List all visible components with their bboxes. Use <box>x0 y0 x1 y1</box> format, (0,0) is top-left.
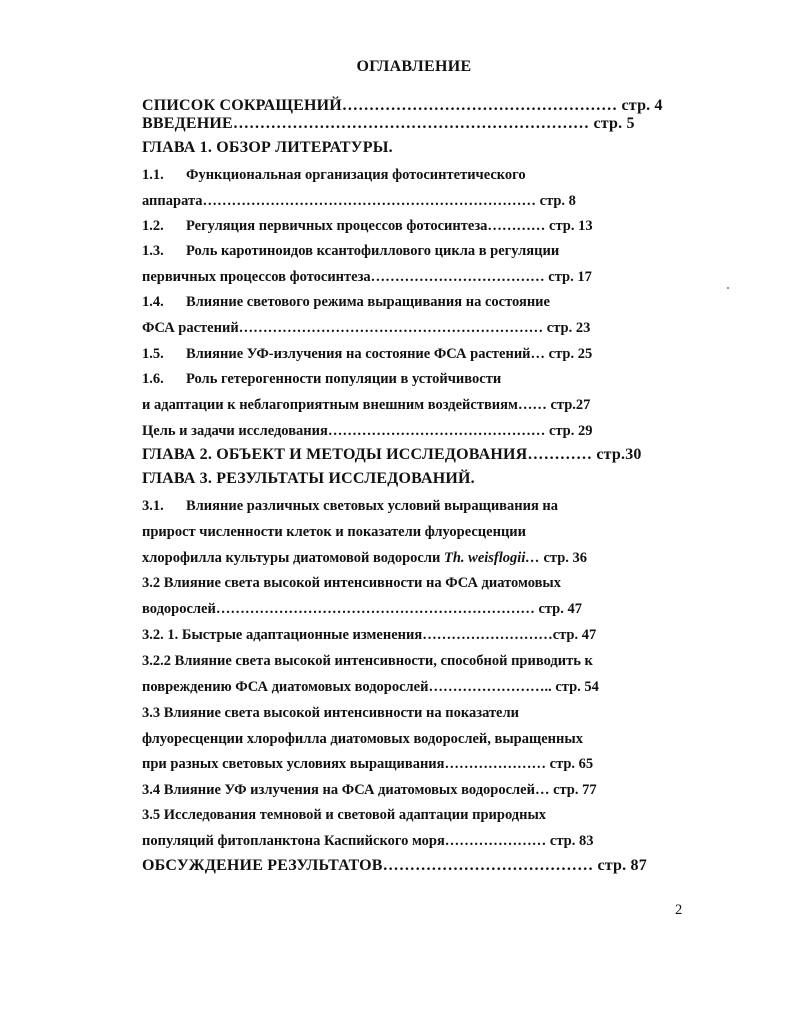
toc-entry-3-1 <box>142 497 558 515</box>
toc-entry-1-6-cont: и адаптации к неблагоприятным внешним воздействиям…… стр.27 <box>142 397 591 413</box>
toc-entry-1-2 <box>142 217 593 235</box>
toc-entry-text: Роль гетерогенности популяции в устойчивости <box>186 371 502 387</box>
toc-entry-text: Влияние светового режима выращивания на состояние <box>186 294 550 310</box>
toc-entry-1-3-cont: первичных процессов фотосинтеза……………………………… стр. 17 <box>142 269 592 285</box>
toc-chapter-2: ГЛАВА 2. ОБЪЕКТ И МЕТОДЫ ИССЛЕДОВАНИЯ………… стр.30 <box>142 446 642 463</box>
toc-entry-goals: Цель и задачи исследования……………………………………… стр. 29 <box>142 423 593 439</box>
toc-entry-3-3-cont2: при разных световых условиях выращивания………………… стр. 65 <box>142 756 594 772</box>
toc-entry-text: Регуляция первичных процессов фотосинтеза………… стр. 13 <box>186 218 593 234</box>
toc-entry-3-5: 3.5 Исследования темновой и световой адаптации природных <box>142 807 547 823</box>
toc-entry-3-2: 3.2 Влияние света высокой интенсивности на ФСА диатомовых <box>142 575 561 591</box>
toc-chapter-1: ГЛАВА 1. ОБЗОР ЛИТЕРАТУРЫ. <box>142 139 393 156</box>
species-name: Th. weisflogii… <box>443 550 540 566</box>
toc-entry-3-5-cont: популяций фитопланктона Каспийского моря………………… стр. 83 <box>142 833 594 849</box>
toc-entry-3-2-1: 3.2. 1. Быстрые адаптационные изменения………………………стр. 47 <box>142 627 597 643</box>
section-number: 1.4. <box>142 294 164 310</box>
toc-entry-text: Влияние УФ-излучения на состояние ФСА растений… стр. 25 <box>186 346 593 362</box>
section-number: 1.2. <box>142 218 164 234</box>
toc-entry-1-1-cont: аппарата…………………………………………………………… стр. 8 <box>142 193 576 209</box>
toc-entry-1-4 <box>142 293 550 311</box>
toc-entry-3-1-cont2 <box>142 549 587 567</box>
toc-entry-1-6 <box>142 370 501 388</box>
toc-chapter-3: ГЛАВА 3. РЕЗУЛЬТАТЫ ИССЛЕДОВАНИЙ. <box>142 470 475 487</box>
toc-entry-text: Роль каротиноидов ксантофиллового цикла в регуляции <box>186 243 560 259</box>
section-number: 1.1. <box>142 167 164 183</box>
toc-entry-3-1-cont: прирост численности клеток и показатели флуоресценции <box>142 524 527 540</box>
section-number: 1.5. <box>142 346 164 362</box>
toc-entry-1-3 <box>142 242 559 260</box>
toc-entry-introduction: ВВЕДЕНИЕ………………………………………………………… стр. 5 <box>142 115 635 132</box>
toc-entry-1-4-cont: ФСА растений……………………………………………………… стр. 23 <box>142 320 591 336</box>
page-title: ОГЛАВЛЕНИЕ <box>356 58 472 75</box>
section-number: 1.6. <box>142 371 164 387</box>
toc-entry-3-2-cont: водорослей………………………………………………………… стр. 47 <box>142 601 582 617</box>
page-ref: стр. 36 <box>543 550 588 566</box>
toc-entry-3-2-2-cont: повреждению ФСА диатомовых водорослей…………………….. стр. 54 <box>142 679 599 695</box>
page-number: 2 <box>675 902 683 918</box>
toc-entry-abbreviations: СПИСОК СОКРАЩЕНИЙ…………………………………………… стр. 4 <box>142 97 663 114</box>
toc-entry-3-4: 3.4 Влияние УФ излучения на ФСА диатомовых водорослей… стр. 77 <box>142 782 597 798</box>
toc-entry-text: Влияние различных световых условий выращивания на <box>186 498 559 514</box>
section-number: 1.3. <box>142 243 164 259</box>
section-number: 3.1. <box>142 498 164 514</box>
toc-entry-discussion: ОБСУЖДЕНИЕ РЕЗУЛЬТАТОВ………………………………… стр. 87 <box>142 857 647 874</box>
toc-entry-text: хлорофилла культуры диатомовой водоросли <box>142 550 441 566</box>
scan-speck <box>727 287 729 289</box>
toc-entry-1-1 <box>142 166 526 184</box>
toc-entry-3-3-cont: флуоресценции хлорофилла диатомовых водорослей, выращенных <box>142 731 583 747</box>
toc-entry-3-2-2: 3.2.2 Влияние света высокой интенсивности, способной приводить к <box>142 653 593 669</box>
toc-entry-text: Функциональная организация фотосинтетического <box>186 167 526 183</box>
toc-entry-1-5 <box>142 345 592 363</box>
toc-entry-3-3: 3.3 Влияние света высокой интенсивности на показатели <box>142 705 519 721</box>
